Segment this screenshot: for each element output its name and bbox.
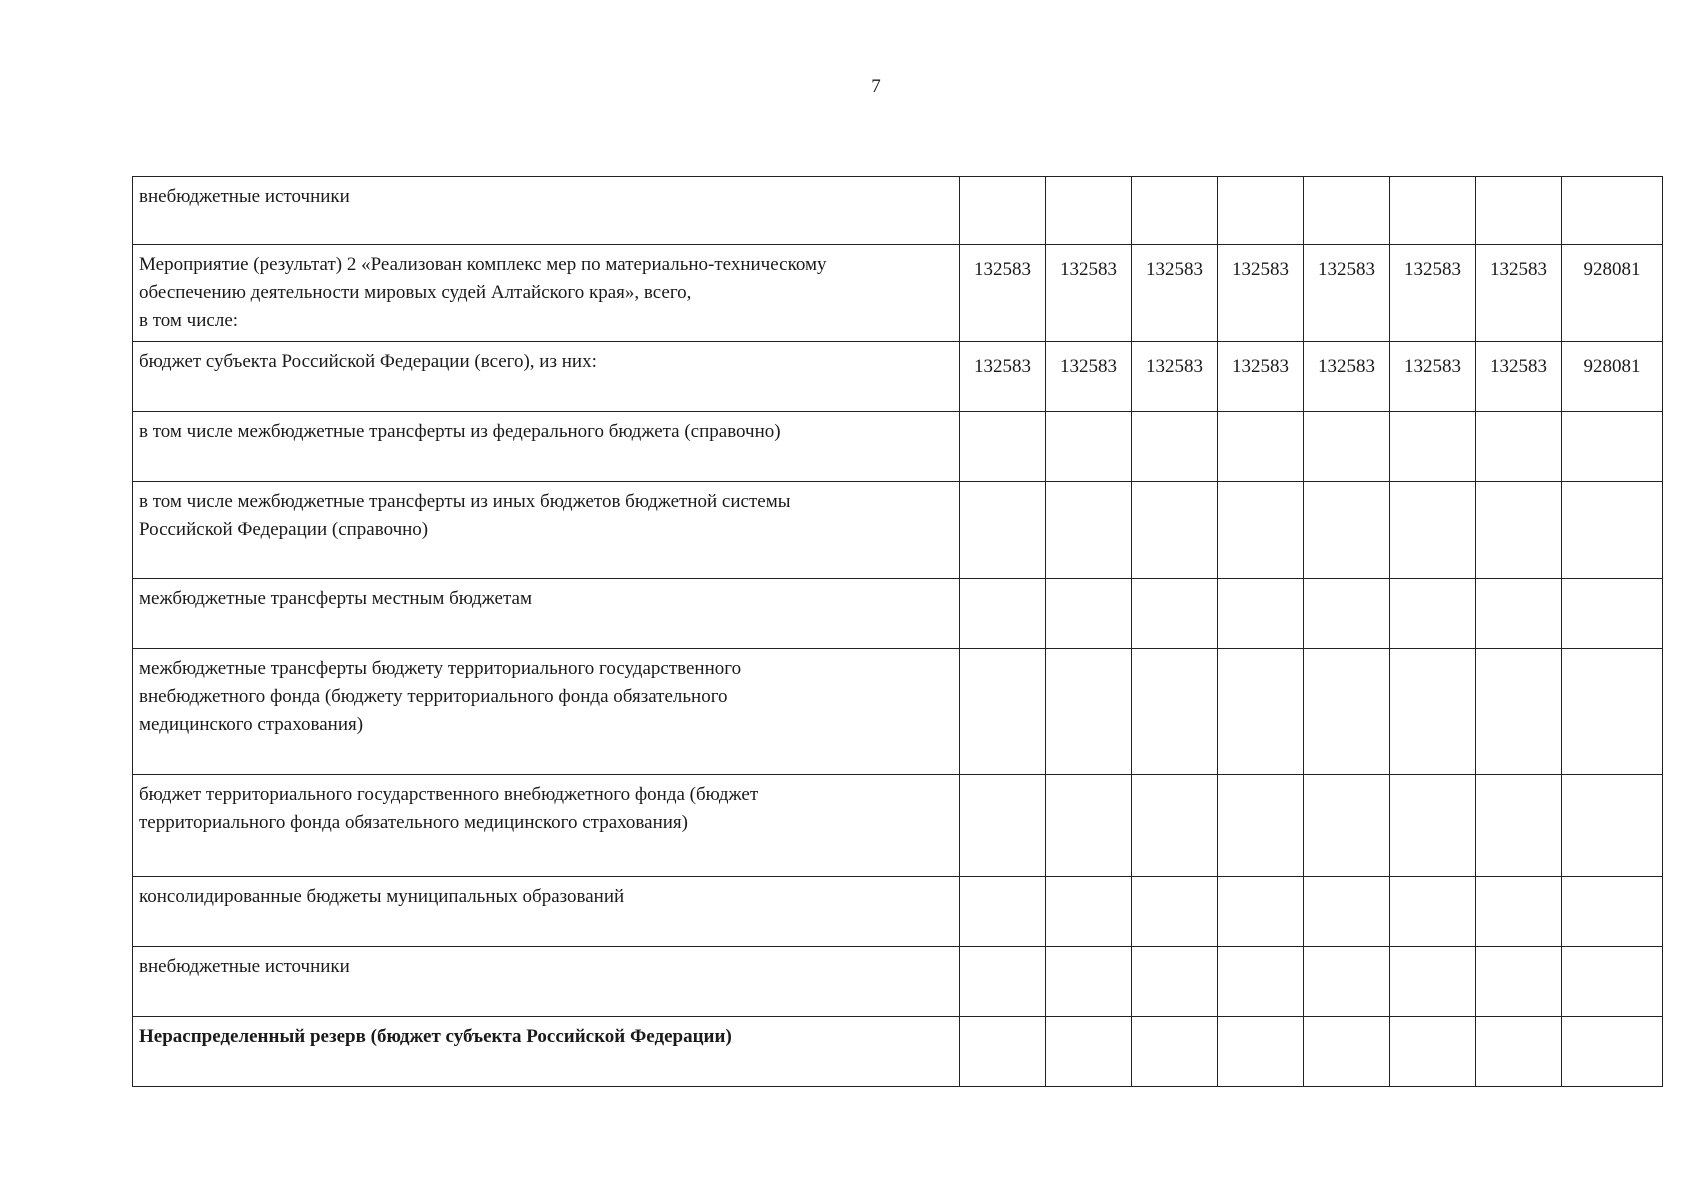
value-cell: 132583 — [960, 245, 1046, 342]
value-cell — [1304, 775, 1390, 877]
row-label: Мероприятие (результат) 2 «Реализован комплекс мер по материально-техническому обеспечению деятельности мировых судей Алтайского края», всего, в том числе: — [139, 254, 827, 331]
row-label: в том числе межбюджетные трансферты из иных бюджетов бюджетной системы Российской Федерации (справочно) — [139, 491, 791, 540]
row-label-cell — [133, 877, 960, 947]
value-cell — [1304, 1017, 1390, 1087]
value-cell — [1218, 579, 1304, 649]
value-cell — [1046, 412, 1132, 482]
value-cell: 132583 — [1218, 245, 1304, 342]
value-cell — [1304, 579, 1390, 649]
table-row — [133, 177, 1663, 245]
value-cell: 132583 — [1304, 342, 1390, 412]
value-cell — [1476, 412, 1562, 482]
value-cell — [1218, 412, 1304, 482]
value-cell — [1562, 775, 1663, 877]
row-label: консолидированные бюджеты муниципальных образований — [139, 886, 625, 907]
table-row — [133, 342, 1663, 412]
row-label-cell — [133, 947, 960, 1017]
value-cell — [1046, 947, 1132, 1017]
value-cell — [1132, 947, 1218, 1017]
value-cell — [1046, 482, 1132, 579]
value-cell — [1304, 877, 1390, 947]
value-cell — [1046, 775, 1132, 877]
value-cell — [1304, 649, 1390, 775]
value-cell: 132583 — [1304, 245, 1390, 342]
table-row — [133, 947, 1663, 1017]
value-cell — [960, 877, 1046, 947]
value-cell: 132583 — [1476, 342, 1562, 412]
value-cell — [1218, 649, 1304, 775]
table-row — [133, 649, 1663, 775]
value-cell — [1132, 177, 1218, 245]
value-cell — [1390, 177, 1476, 245]
value-cell — [1218, 177, 1304, 245]
value-cell: 132583 — [1132, 342, 1218, 412]
table-row — [133, 579, 1663, 649]
value-cell — [1046, 1017, 1132, 1087]
value-cell — [1562, 877, 1663, 947]
value-cell: 132583 — [1046, 342, 1132, 412]
value-cell: 132583 — [1218, 342, 1304, 412]
row-label-cell — [133, 1017, 960, 1087]
value-cell — [1132, 775, 1218, 877]
value-cell — [1132, 482, 1218, 579]
row-label-cell — [133, 775, 960, 877]
value-cell — [960, 177, 1046, 245]
value-cell: 132583 — [1132, 245, 1218, 342]
value-cell — [1132, 649, 1218, 775]
value-cell — [960, 579, 1046, 649]
value-cell — [1476, 482, 1562, 579]
value-cell — [960, 649, 1046, 775]
value-cell — [1476, 877, 1562, 947]
value-cell — [1390, 947, 1476, 1017]
value-cell — [1390, 412, 1476, 482]
row-label-cell — [133, 245, 960, 342]
value-cell — [1562, 1017, 1663, 1087]
value-cell — [1046, 649, 1132, 775]
value-cell — [960, 1017, 1046, 1087]
value-cell — [1476, 649, 1562, 775]
value-cell: 928081 — [1562, 342, 1663, 412]
page-number: 7 — [871, 76, 881, 97]
table-row — [133, 245, 1663, 342]
table-row — [133, 877, 1663, 947]
value-cell — [1562, 412, 1663, 482]
row-label: бюджет территориального государственного внебюджетного фонда (бюджет территориального фонда обязательного медицинского страхования) — [139, 784, 759, 833]
value-cell — [1390, 1017, 1476, 1087]
value-cell — [1476, 947, 1562, 1017]
value-cell — [1046, 877, 1132, 947]
row-label: внебюджетные источники — [139, 956, 350, 977]
value-cell — [1562, 579, 1663, 649]
row-label-cell — [133, 579, 960, 649]
value-cell: 132583 — [1046, 245, 1132, 342]
value-cell — [1218, 1017, 1304, 1087]
value-cell — [1390, 579, 1476, 649]
value-cell — [1132, 412, 1218, 482]
value-cell — [1304, 482, 1390, 579]
row-label: межбюджетные трансферты местным бюджетам — [139, 588, 532, 609]
value-cell — [1390, 877, 1476, 947]
value-cell — [1218, 482, 1304, 579]
value-cell — [1476, 775, 1562, 877]
row-label-cell — [133, 649, 960, 775]
row-label-cell — [133, 482, 960, 579]
value-cell — [1562, 947, 1663, 1017]
table-row — [133, 482, 1663, 579]
row-label-cell — [133, 412, 960, 482]
row-label: Нераспределенный резерв (бюджет субъекта Российской Федерации) — [139, 1026, 732, 1047]
value-cell — [1218, 947, 1304, 1017]
value-cell — [1390, 482, 1476, 579]
value-cell — [960, 775, 1046, 877]
value-cell: 132583 — [1476, 245, 1562, 342]
value-cell — [1562, 649, 1663, 775]
value-cell — [1304, 947, 1390, 1017]
value-cell — [1218, 877, 1304, 947]
value-cell — [1304, 177, 1390, 245]
value-cell — [1390, 775, 1476, 877]
value-cell — [1476, 579, 1562, 649]
value-cell — [1218, 775, 1304, 877]
table-row — [133, 775, 1663, 877]
table-row — [133, 412, 1663, 482]
value-cell — [1046, 177, 1132, 245]
value-cell — [1562, 482, 1663, 579]
value-cell — [1304, 412, 1390, 482]
value-cell: 132583 — [960, 342, 1046, 412]
row-label-cell — [133, 342, 960, 412]
row-label: в том числе межбюджетные трансферты из федерального бюджета (справочно) — [139, 421, 781, 442]
value-cell — [960, 412, 1046, 482]
value-cell — [1562, 177, 1663, 245]
value-cell — [1476, 177, 1562, 245]
value-cell — [1476, 1017, 1562, 1087]
value-cell — [1132, 1017, 1218, 1087]
value-cell: 132583 — [1390, 342, 1476, 412]
value-cell — [960, 947, 1046, 1017]
row-label: внебюджетные источники — [139, 186, 350, 207]
row-label: межбюджетные трансферты бюджету территориального государственного внебюджетного фонда (бюджету территориального фонда обязательного медицинского страхования) — [139, 658, 742, 735]
row-label-cell — [133, 177, 960, 245]
value-cell: 928081 — [1562, 245, 1663, 342]
value-cell — [960, 482, 1046, 579]
budget-table — [132, 176, 1663, 1087]
row-label: бюджет субъекта Российской Федерации (всего), из них: — [139, 351, 597, 372]
value-cell — [1132, 579, 1218, 649]
value-cell — [1046, 579, 1132, 649]
value-cell — [1132, 877, 1218, 947]
table-row — [133, 1017, 1663, 1087]
value-cell — [1390, 649, 1476, 775]
value-cell: 132583 — [1390, 245, 1476, 342]
